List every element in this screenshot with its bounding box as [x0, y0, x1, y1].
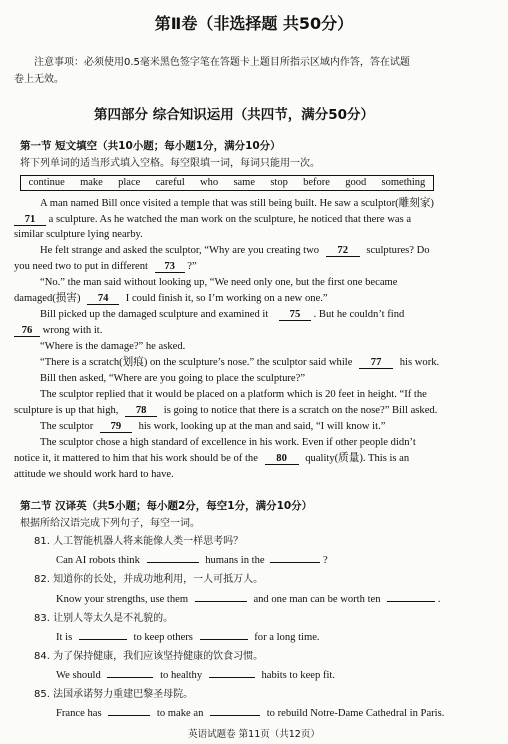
passage-line — [40, 308, 404, 321]
blank-72[interactable]: 72 — [326, 245, 360, 257]
passage-text: wrong with it. — [42, 325, 103, 336]
question-number: 84. — [34, 651, 50, 662]
answer-text: France has — [56, 708, 102, 719]
answer-text: It is — [56, 632, 73, 643]
question-84-en — [56, 669, 335, 682]
passage-text: is going to notice that there is a scratch on the nose?” Bill asked. — [163, 405, 438, 416]
passage-line: similar sculpture lying nearby. — [14, 229, 143, 240]
passage-text: a sculpture. As he watched the man work on the sculpture, he noticed that there was a — [48, 214, 412, 225]
word-item: same — [233, 177, 256, 188]
passage-line: “Where is the damage?” he asked. — [40, 341, 186, 352]
blank-71[interactable]: 71 — [14, 214, 46, 226]
word-item: continue — [28, 177, 65, 188]
notice-line-1: 注意事项：必须使用0.5毫米黑色签字笔在答题卡上题目所指示区域内作答，答在试题 — [34, 57, 410, 68]
passage-line: “No.” the man said without looking up, “We need only one, but the first one became — [40, 277, 398, 288]
blank-73[interactable]: 73 — [155, 261, 185, 273]
question-81-en — [56, 554, 328, 567]
question-prompt: 为了保持健康，我们应该坚持健康的饮食习惯。 — [53, 651, 264, 662]
passage-text: sculptures? Do — [366, 245, 430, 256]
passage-text: his work. — [399, 357, 440, 368]
word-item: before — [303, 177, 330, 188]
passage-line — [14, 324, 102, 337]
word-item: make — [80, 177, 103, 188]
answer-text: to make an — [156, 708, 204, 719]
question-84-cn — [34, 650, 263, 663]
answer-text: We should — [56, 670, 101, 681]
blank-79[interactable]: 79 — [100, 421, 132, 433]
answer-blank[interactable] — [147, 562, 199, 563]
page-footer: 英语试题卷 第11页（共12页） — [188, 729, 320, 740]
passage-line — [14, 404, 437, 417]
question-prompt: 人工智能机器人将来能像人类一样思考吗？ — [53, 536, 244, 547]
question-prompt: 让别人等太久是不礼貌的。 — [53, 613, 174, 624]
passage-text: Bill picked up the damaged sculpture and examined it — [40, 309, 269, 320]
answer-blank[interactable] — [200, 639, 248, 640]
word-item: place — [118, 177, 141, 188]
answer-text: to healthy — [160, 670, 203, 681]
word-item: who — [200, 177, 219, 188]
answer-blank[interactable] — [209, 677, 255, 678]
question-83-cn — [34, 612, 173, 625]
notice-line-2: 卷上无效。 — [14, 74, 64, 85]
blank-74[interactable]: 74 — [87, 293, 119, 305]
answer-text: and one man can be worth ten — [253, 594, 381, 605]
passage-text: I could finish it, so I’m working on a new one.” — [125, 293, 328, 304]
question-85-cn — [34, 688, 193, 701]
answer-text: to rebuild Notre-Dame Cathedral in Paris. — [266, 708, 445, 719]
passage-line — [40, 244, 430, 257]
passage-text: notice it, it mattered to him that his work should be of the — [14, 453, 258, 464]
answer-text: for a long time. — [254, 632, 320, 643]
question-number: 82. — [34, 574, 50, 585]
question-number: 85. — [34, 689, 50, 700]
answer-blank[interactable] — [387, 601, 435, 602]
answer-blank[interactable] — [108, 715, 150, 716]
passage-text: damaged(损害) — [14, 293, 81, 304]
passage-text: ?” — [187, 261, 197, 272]
passage-text: his work, looking up at the man and said, “I will know it.” — [138, 421, 386, 432]
answer-text: . — [437, 594, 441, 605]
answer-blank[interactable] — [270, 562, 320, 563]
question-81-cn — [34, 535, 243, 548]
section-title: 第Ⅱ卷（非选择题 共50分） — [154, 14, 354, 33]
section1-title: 第一节 短文填空（共10小题；每小题1分，满分10分） — [20, 140, 281, 152]
blank-80[interactable]: 80 — [265, 453, 299, 465]
word-box — [20, 175, 434, 191]
answer-text: to keep others — [133, 632, 193, 643]
passage-text: you need two to put in different — [14, 261, 148, 272]
part-title: 第四部分 综合知识运用（共四节，满分50分） — [94, 107, 374, 123]
answer-text: habits to keep fit. — [261, 670, 336, 681]
passage-line — [14, 292, 328, 305]
passage-line: A man named Bill once visited a temple that was still being built. He saw a sculptor(雕刻家) — [40, 198, 434, 209]
question-number: 83. — [34, 613, 50, 624]
answer-blank[interactable] — [107, 677, 153, 678]
word-item: good — [345, 177, 367, 188]
answer-text: humans in the — [205, 555, 265, 566]
question-83-en — [56, 631, 320, 644]
blank-76[interactable]: 76 — [14, 325, 40, 337]
blank-75[interactable]: 75 — [279, 309, 311, 321]
word-item: stop — [270, 177, 288, 188]
passage-line: The sculptor chose a high standard of excellence in his work. Even if other people didn’t — [40, 437, 416, 448]
blank-78[interactable]: 78 — [125, 405, 157, 417]
question-82-cn — [34, 573, 263, 586]
passage-text: The sculptor — [40, 421, 94, 432]
section1-instruction: 将下列单词的适当形式填入空格。每空限填一词，每词只能用一次。 — [20, 158, 320, 169]
question-prompt: 法国承诺努力重建巴黎圣母院。 — [53, 689, 194, 700]
word-item: something — [381, 177, 426, 188]
section2-instruction: 根据所给汉语完成下列句子，每空一词。 — [20, 518, 200, 529]
answer-blank[interactable] — [195, 601, 247, 602]
passage-line — [40, 420, 385, 433]
answer-text: Can AI robots think — [56, 555, 140, 566]
passage-line: attitude we should work hard to have. — [14, 469, 174, 480]
answer-blank[interactable] — [210, 715, 260, 716]
passage-line — [14, 452, 409, 465]
answer-text: Know your strengths, use them — [56, 594, 189, 605]
question-82-en — [56, 593, 441, 606]
passage-line: The sculptor replied that it would be placed on a platform which is 20 feet in height. “If the — [40, 389, 427, 400]
passage-line: Bill then asked, “Where are you going to place the sculpture?” — [40, 373, 306, 384]
passage-line — [14, 213, 411, 226]
blank-77[interactable]: 77 — [359, 357, 393, 369]
answer-blank[interactable] — [79, 639, 127, 640]
question-85-en — [56, 707, 444, 720]
passage-text: “There is a scratch(划痕) on the sculpture’s nose.” the sculptor said while — [40, 357, 353, 368]
passage-text: quality(质量). This is an — [305, 453, 410, 464]
passage-line — [14, 260, 197, 273]
section2-title: 第二节 汉译英（共5小题；每小题2分，每空1分，满分10分） — [20, 500, 313, 512]
word-item: careful — [155, 177, 185, 188]
answer-text: ? — [322, 555, 328, 566]
question-prompt: 知道你的长处，并成功地利用，一人可抵万人。 — [53, 574, 264, 585]
passage-text: sculpture is up that high, — [14, 405, 119, 416]
passage-text: . But he couldn’t find — [313, 309, 405, 320]
passage-line — [40, 356, 439, 369]
question-number: 81. — [34, 536, 50, 547]
passage-text: He felt strange and asked the sculptor, “Why are you creating two — [40, 245, 320, 256]
